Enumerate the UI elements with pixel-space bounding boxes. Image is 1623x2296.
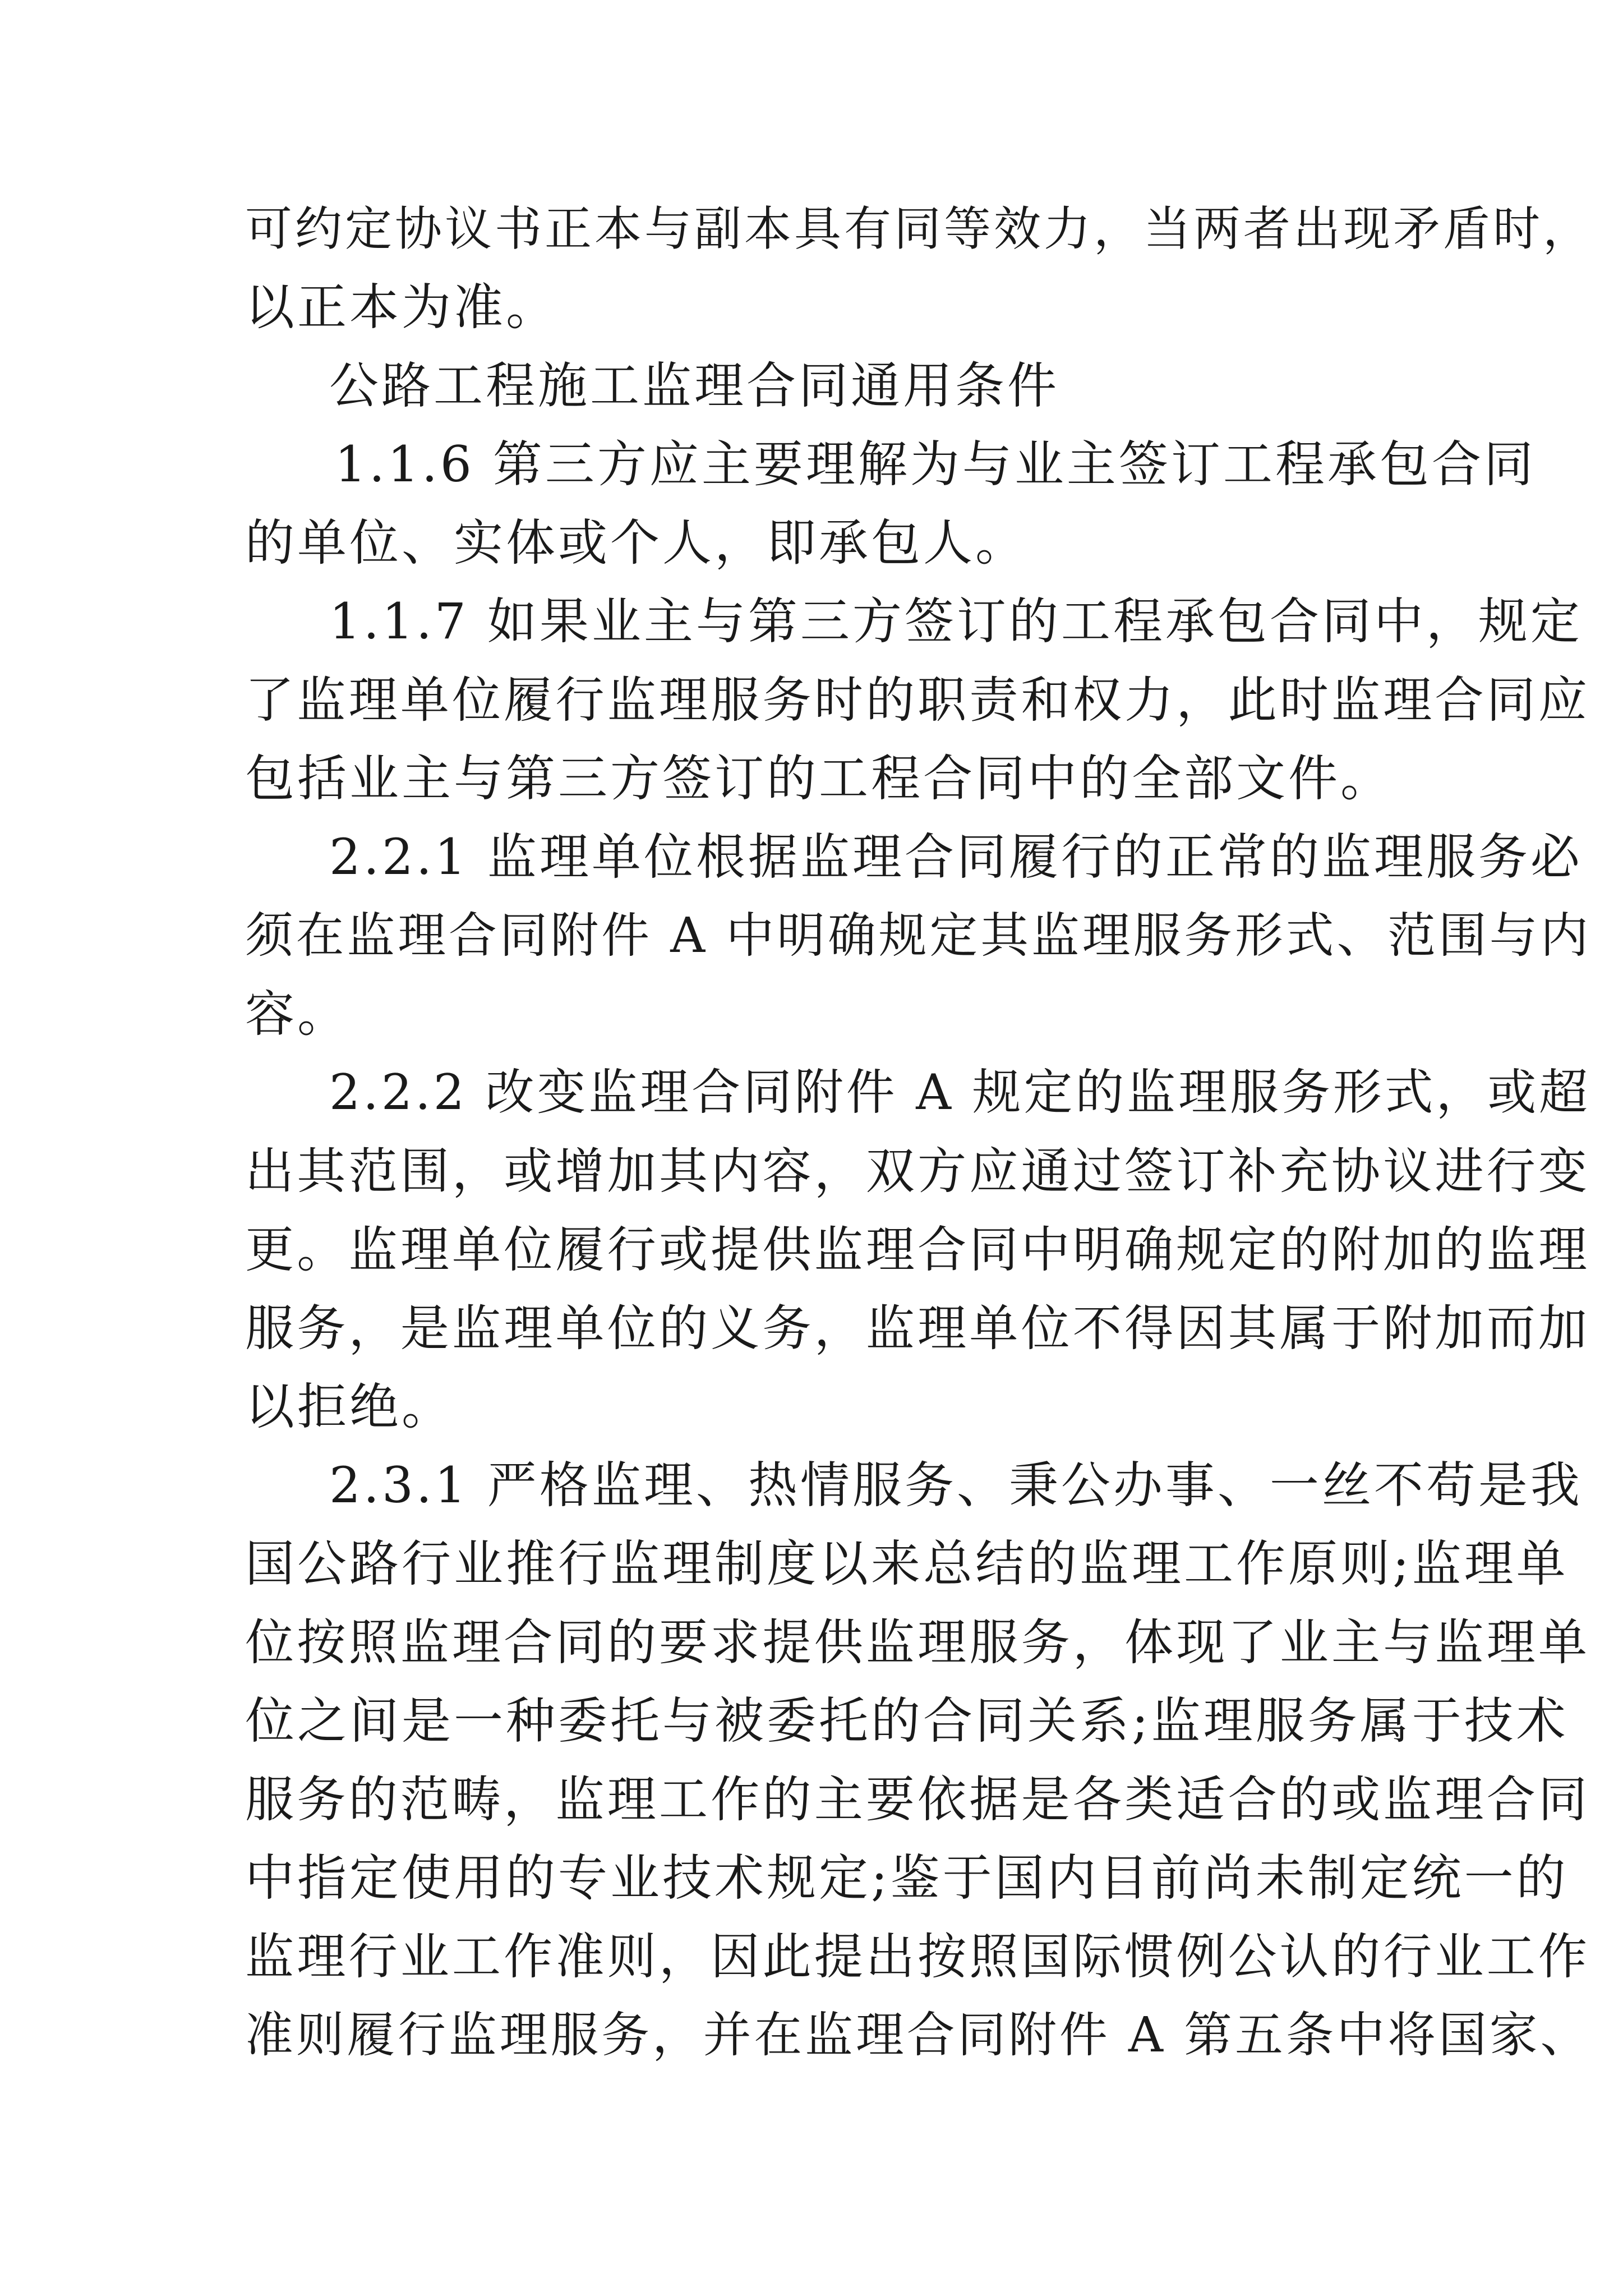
section-heading: 公路工程施工监理合同通用条件 [329,357,1060,415]
text-line: 了监理单位履行监理服务时的职责和权力，此时监理合同应 [245,671,1590,729]
text-line: 准则履行监理服务，并在监理合同附件 A 第五条中将国家、 [245,2007,1592,2063]
text-line: 以拒绝。 [245,1378,454,1435]
text-line: 2.2.1 监理单位根据监理合同履行的正常的监理服务必 [329,828,1583,886]
text-line: 可约定协议书正本与副本具有同等效力，当两者出现矛盾时， [245,201,1593,256]
text-line: 位之间是一种委托与被委托的合同关系;监理服务属于技术 [245,1692,1569,1750]
text-line: 位按照监理合同的要求提供监理服务，体现了业主与监理单 [245,1614,1590,1671]
text-line: 以正本为准。 [245,278,559,336]
text-line: 1.1.7 如果业主与第三方签订的工程承包合同中，规定 [329,592,1583,650]
text-line: 服务的范畴，监理工作的主要依据是各类适合的或监理合同 [245,1771,1590,1828]
text-line: 容。 [245,985,350,1043]
text-line: 出其范围，或增加其内容，双方应通过签订补充协议进行变 [245,1143,1590,1200]
text-line: 须在监理合同附件 A 中明确规定其监理服务形式、范围与内 [245,908,1592,964]
text-line: 包括业主与第三方签订的工程合同中的全部文件。 [245,749,1393,807]
text-line: 国公路行业推行监理制度以来总结的监理工作原则;监理单 [245,1535,1569,1593]
text-line: 2.2.2 改变监理合同附件 A 规定的监理服务形式，或超 [329,1064,1591,1121]
text-line: 中指定使用的专业技术规定;鉴于国内目前尚未制定统一的 [245,1849,1569,1907]
text-line: 2.3.1 严格监理、热情服务、秉公办事、一丝不苟是我 [329,1456,1583,1514]
text-line: 1.1.6 第三方应主要理解为与业主签订工程承包合同 [335,435,1536,493]
text-line: 服务，是监理单位的义务，监理单位不得因其属于附加而加 [245,1300,1590,1357]
text-line: 监理行业工作准则，因此提出按照国际惯例公认的行业工作 [245,1928,1590,1985]
text-line: 的单位、实体或个人，即承包人。 [245,514,1028,572]
text-line: 更。监理单位履行或提供监理合同中明确规定的附加的监理 [245,1221,1590,1278]
